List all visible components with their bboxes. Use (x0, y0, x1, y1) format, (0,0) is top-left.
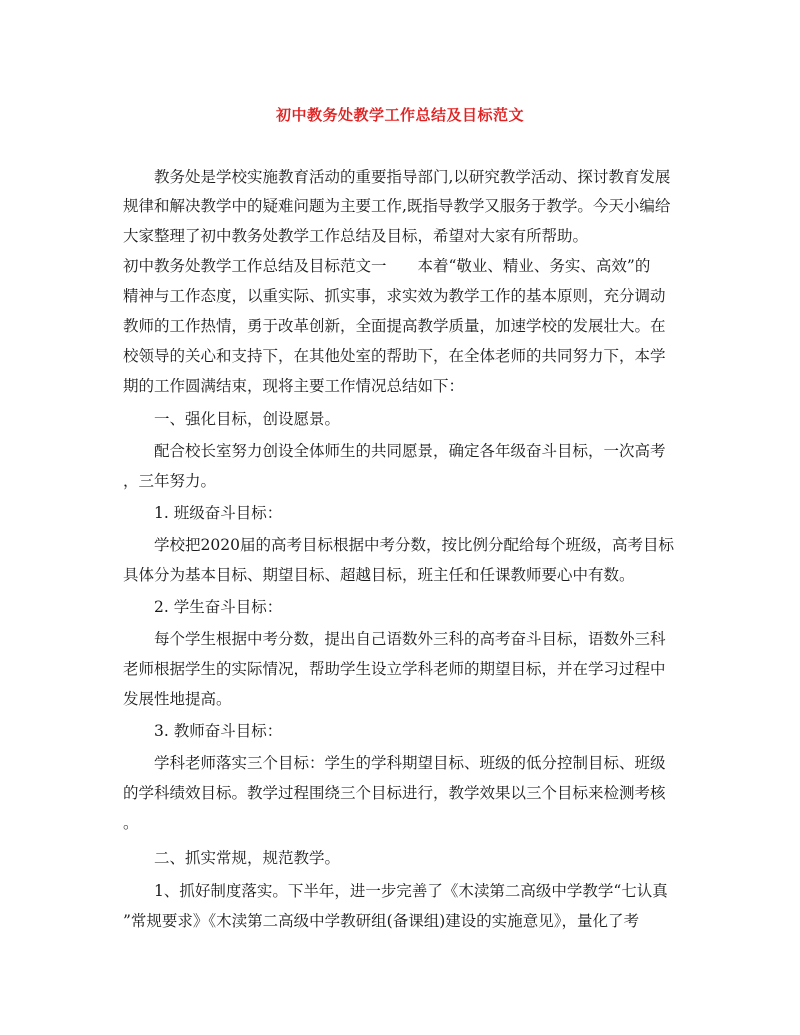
paragraph-line: 学科老师落实三个目标：学生的学科期望目标、班级的低分控制目标、班级 (154, 754, 666, 772)
paragraph-line: 学校把2020届的高考目标根据中考分数，按比例分配给每个班级，高考目标 (154, 536, 674, 554)
document-title: 初中教务处教学工作总结及目标范文 (275, 106, 524, 124)
paragraph-line: 精神与工作态度，以重实际、抓实事，求实效为教学工作的基本原则，充分调动 (123, 287, 666, 305)
paragraph-line: 教师的工作热情，勇于改革创新，全面提高教学质量，加速学校的发展壮大。在 (123, 317, 666, 335)
paragraph-line: 教务处是学校实施教育活动的重要指导部门,以研究教学活动、探讨教育发展 (154, 168, 671, 186)
paragraph-line: 配合校长室努力创设全体师生的共同愿景，确定各年级奋斗目标，一次高考 (154, 442, 666, 460)
paragraph-line: 期的工作圆满结束，现将主要工作情况总结如下： (123, 377, 465, 395)
paragraph-line: 老师根据学生的实际情况，帮助学生设立学科老师的期望目标，并在学习过程中 (123, 660, 666, 678)
paragraph-line: 。 (123, 814, 139, 832)
paragraph-line: 1、抓好制度落实。下半年，进一步完善了《木渎第二高级中学教学“七认真 (154, 882, 668, 900)
paragraph-line: 校领导的关心和支持下，在其他处室的帮助下，在全体老师的共同努力下，本学 (123, 347, 666, 365)
paragraph-line: 的学科绩效目标。教学过程围绕三个目标进行，教学效果以三个目标来检测考核 (123, 784, 666, 802)
subsection-heading: 3. 教师奋斗目标： (154, 722, 283, 740)
paragraph-line: 每个学生根据中考分数，提出自己语数外三科的高考奋斗目标，语数外三科 (154, 630, 666, 648)
paragraph-line: ，三年努力。 (123, 472, 217, 490)
paragraph-line: 规律和解决教学中的疑难问题为主要工作,既指导教学又服务于教学。今天小编给 (123, 197, 671, 215)
paragraph-line: 大家整理了初中教务处教学工作总结及目标，希望对大家有所帮助。 (123, 227, 589, 245)
paragraph-line: ”常规要求》《木渎第二高级中学教研组(备课组)建设的实施意见》，量化了考 (123, 912, 640, 930)
subsection-heading: 2. 学生奋斗目标： (154, 598, 283, 616)
section-heading: 一、强化目标，创设愿景。 (154, 410, 341, 428)
paragraph-line: 具体分为基本目标、期望目标、超越目标，班主任和任课教师要心中有数。 (123, 566, 635, 584)
subsection-heading: 1. 班级奋斗目标： (154, 504, 283, 522)
paragraph-line: 初中教务处教学工作总结及目标范文一 本着“敬业、精业、务实、高效”的 (123, 257, 651, 275)
paragraph-line: 发展性地提高。 (123, 690, 232, 708)
section-heading: 二、抓实常规，规范教学。 (154, 849, 341, 867)
